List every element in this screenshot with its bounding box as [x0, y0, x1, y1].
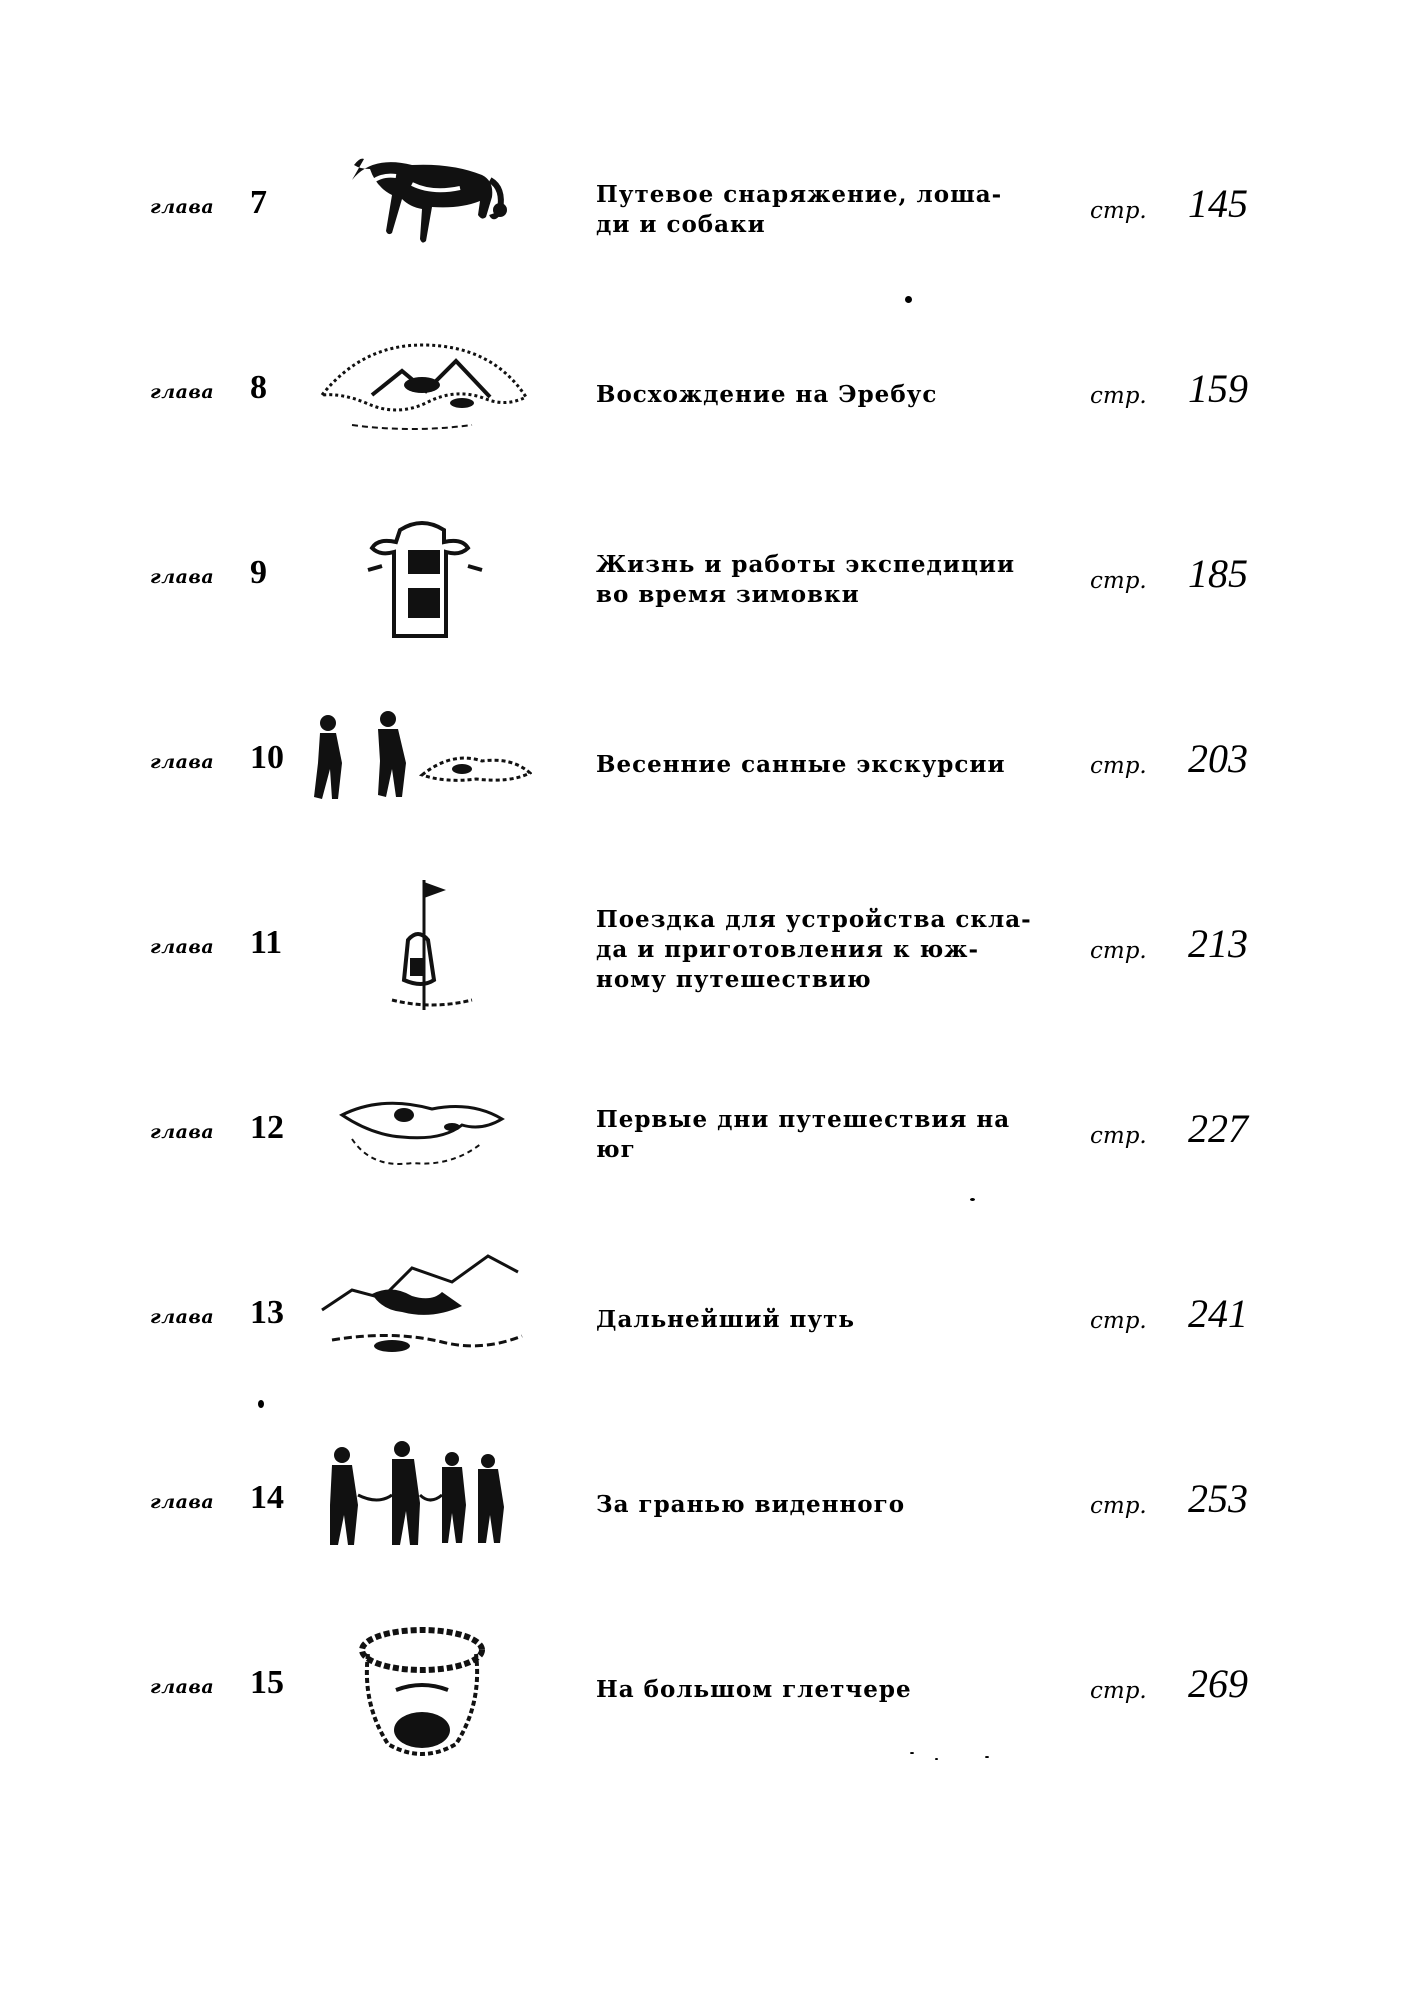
- chapter-label: глава: [150, 936, 215, 958]
- stove-illustration: [312, 510, 532, 650]
- toc-entry: [0, 1435, 1404, 1585]
- toc-entry: [0, 510, 1404, 660]
- scan-speck: [935, 1758, 938, 1760]
- group-of-men-illustration: [312, 1435, 532, 1575]
- horse-illustration: [312, 140, 532, 280]
- chapter-title: [596, 1435, 1046, 1575]
- chapter-title: [596, 1620, 1046, 1760]
- toc-entry: [0, 325, 1404, 475]
- chapter-label: глава: [150, 1121, 215, 1143]
- page-label: стр.: [1090, 383, 1147, 409]
- chapter-title: [596, 880, 1046, 1020]
- chapter-number: 11: [250, 924, 283, 961]
- chapter-number: 12: [250, 1109, 284, 1146]
- title-line: во время зимовки: [596, 581, 860, 608]
- page-label: стр.: [1090, 1308, 1147, 1334]
- toc-entry: [0, 140, 1404, 290]
- page-label: стр.: [1090, 1123, 1147, 1149]
- page-number: 159: [1188, 366, 1248, 411]
- page-label: стр.: [1090, 198, 1147, 224]
- title-line: Путевое снаряжение, лоша-: [596, 181, 1003, 208]
- toc-entry: [0, 695, 1404, 845]
- chapter-title: [596, 695, 1046, 835]
- chapter-title: [596, 1065, 1046, 1205]
- title-line: ному путешествию: [596, 966, 872, 993]
- title-line: На большом глетчере: [596, 1676, 912, 1703]
- title-line: Жизнь и работы экспедиции: [596, 551, 1015, 578]
- page-label: стр.: [1090, 1678, 1147, 1704]
- depot-flag-illustration: [312, 880, 532, 1020]
- chapter-label: глава: [150, 751, 215, 773]
- chapter-label: глава: [150, 1491, 215, 1513]
- page-label: стр.: [1090, 1493, 1147, 1519]
- glacier-wreath-illustration: [312, 1620, 532, 1760]
- chapter-number: 7: [250, 184, 267, 221]
- toc-entry: [0, 1065, 1404, 1215]
- title-line: юг: [596, 1136, 636, 1163]
- scan-speck: [910, 1752, 914, 1754]
- toc-entry: [0, 1250, 1404, 1400]
- page-number: 203: [1188, 736, 1248, 781]
- title-line: За гранью виденного: [596, 1491, 906, 1518]
- chapter-number: 14: [250, 1479, 284, 1516]
- chapter-label: глава: [150, 1676, 215, 1698]
- page-label: стр.: [1090, 753, 1147, 779]
- chapter-label: глава: [150, 566, 215, 588]
- chapter-title: [596, 510, 1046, 650]
- chapter-title: [596, 1250, 1046, 1390]
- page-number: 145: [1188, 181, 1248, 226]
- sledging-men-illustration: [312, 695, 532, 835]
- page-label: стр.: [1090, 568, 1147, 594]
- page-number: 213: [1188, 921, 1248, 966]
- scan-speck: [970, 1198, 975, 1201]
- page-number: 185: [1188, 551, 1248, 596]
- page-label: стр.: [1090, 938, 1147, 964]
- title-line: Весенние санные экскурсии: [596, 751, 1006, 778]
- chapter-number: 9: [250, 554, 267, 591]
- title-line: Первые дни путешествия на: [596, 1106, 1011, 1133]
- page-number: 241: [1188, 1291, 1248, 1336]
- page-number: 227: [1188, 1106, 1248, 1151]
- chapter-label: глава: [150, 196, 215, 218]
- scan-speck: [258, 1400, 264, 1408]
- title-line: Поездка для устройства скла-: [596, 906, 1032, 933]
- chapter-title: [596, 325, 1046, 465]
- scan-speck: [985, 1756, 989, 1758]
- chapter-number: 10: [250, 739, 284, 776]
- ponies-illustration: [312, 1065, 532, 1205]
- chapter-number: 8: [250, 369, 267, 406]
- toc-entry: [0, 880, 1404, 1030]
- title-line: да и приготовления к юж-: [596, 936, 980, 963]
- chapter-label: глава: [150, 381, 215, 403]
- page-number: 269: [1188, 1661, 1248, 1706]
- title-line: Восхождение на Эребус: [596, 381, 938, 408]
- toc-entry: [0, 1620, 1404, 1770]
- chapter-title: [596, 140, 1046, 280]
- title-line: Дальнейший путь: [596, 1306, 855, 1333]
- chapter-number: 13: [250, 1294, 284, 1331]
- title-line: ди и собаки: [596, 211, 766, 238]
- chapter-label: глава: [150, 1306, 215, 1328]
- mountains-illustration: [312, 1250, 532, 1390]
- page-number: 253: [1188, 1476, 1248, 1521]
- chapter-number: 15: [250, 1664, 284, 1701]
- scan-speck: [905, 296, 912, 303]
- volcano-illustration: [312, 325, 532, 465]
